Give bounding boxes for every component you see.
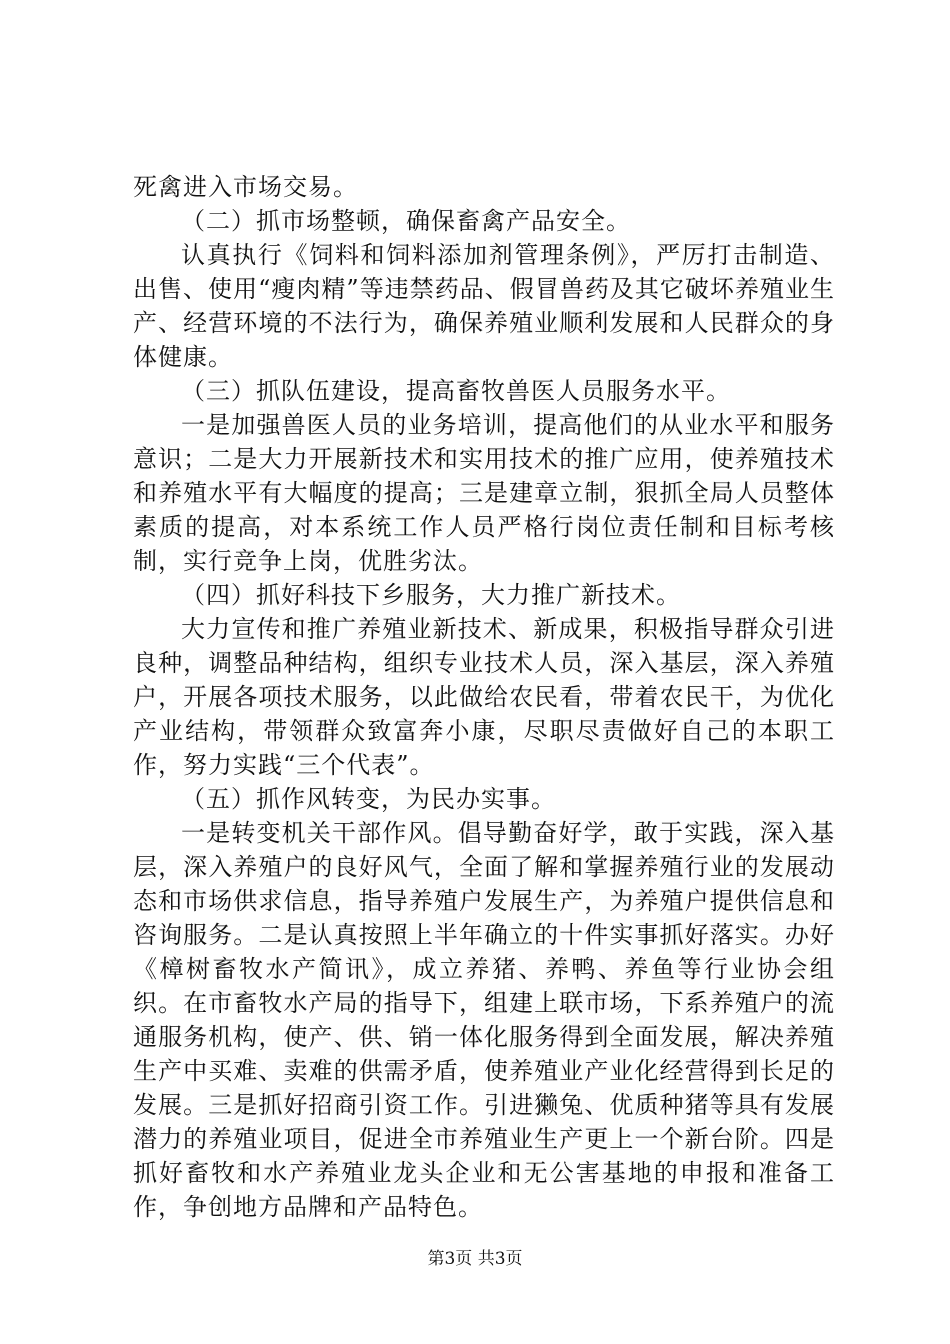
- paragraph-work-style: 一是转变机关干部作风。倡导勤奋好学，敢于实践，深入基层，深入养殖户的良好风气，全面了解和掌握养殖行业的发展动态和市场供求信息，指导养殖户发展生产，为养殖户提供信息和咨询服务。二是认真按照上半年确立的十件实事抓好落实。办好《樟树畜牧水产简讯》，成立养猪、养鸭、养鱼等行业协会组织。在市畜牧水产局的指导下，组建上联市场，下系养殖户的流通服务机构，使产、供、销一体化服务得到全面发展，解决养殖生产中买难、卖难的供需矛盾，使养殖业产业化经营得到长足的发展。三是抓好招商引资工作。引进獭兔、优质种猪等具有发展潜力的养殖业项目，促进全市养殖业生产更上一个新台阶。四是抓好畜牧和水产养殖业龙头企业和无公害基地的申报和准备工作，争创地方品牌和产品特色。: [133, 819, 835, 1221]
- document-body: [133, 170, 835, 1224]
- paragraph-team: 一是加强兽医人员的业务培训，提高他们的从业水平和服务意识；二是大力开展新技术和实用技术的推广应用，使养殖技术和养殖水平有大幅度的提高；三是建章立制，狠抓全局人员整体素质的提高，对本系统工作人员严格行岗位责任制和目标考核制，实行竞争上岗，优胜劣汰。: [133, 411, 835, 575]
- paragraph-technology: 大力宣传和推广养殖业新技术、新成果，积极指导群众引进良种，调整品种结构，组织专业技术人员，深入基层，深入养殖户，开展各项技术服务，以此做给农民看，带着农民干，为优化产业结构，带领群众致富奔小康，尽职尽责做好自己的本职工作，努力实践“三个代表”。: [133, 615, 835, 779]
- page-footer: 第3页 共3页: [427, 1249, 523, 1269]
- paragraph-continuation: 死禽进入市场交易。: [133, 173, 358, 201]
- section-heading-3: （三）抓队伍建设，提高畜牧兽医人员服务水平。: [181, 377, 731, 405]
- section-heading-2: （二）抓市场整顿，确保畜禽产品安全。: [181, 207, 631, 235]
- paragraph-market: 认真执行《饲料和饲料添加剂管理条例》，严厉打击制造、出售、使用“瘦肉精”等违禁药品、假冒兽药及其它破坏养殖业生产、经营环境的不法行为，确保养殖业顺利发展和人民群众的身体健康。: [133, 241, 835, 371]
- section-heading-4: （四）抓好科技下乡服务，大力推广新技术。: [181, 581, 681, 609]
- section-heading-5: （五）抓作风转变，为民办实事。: [181, 785, 556, 813]
